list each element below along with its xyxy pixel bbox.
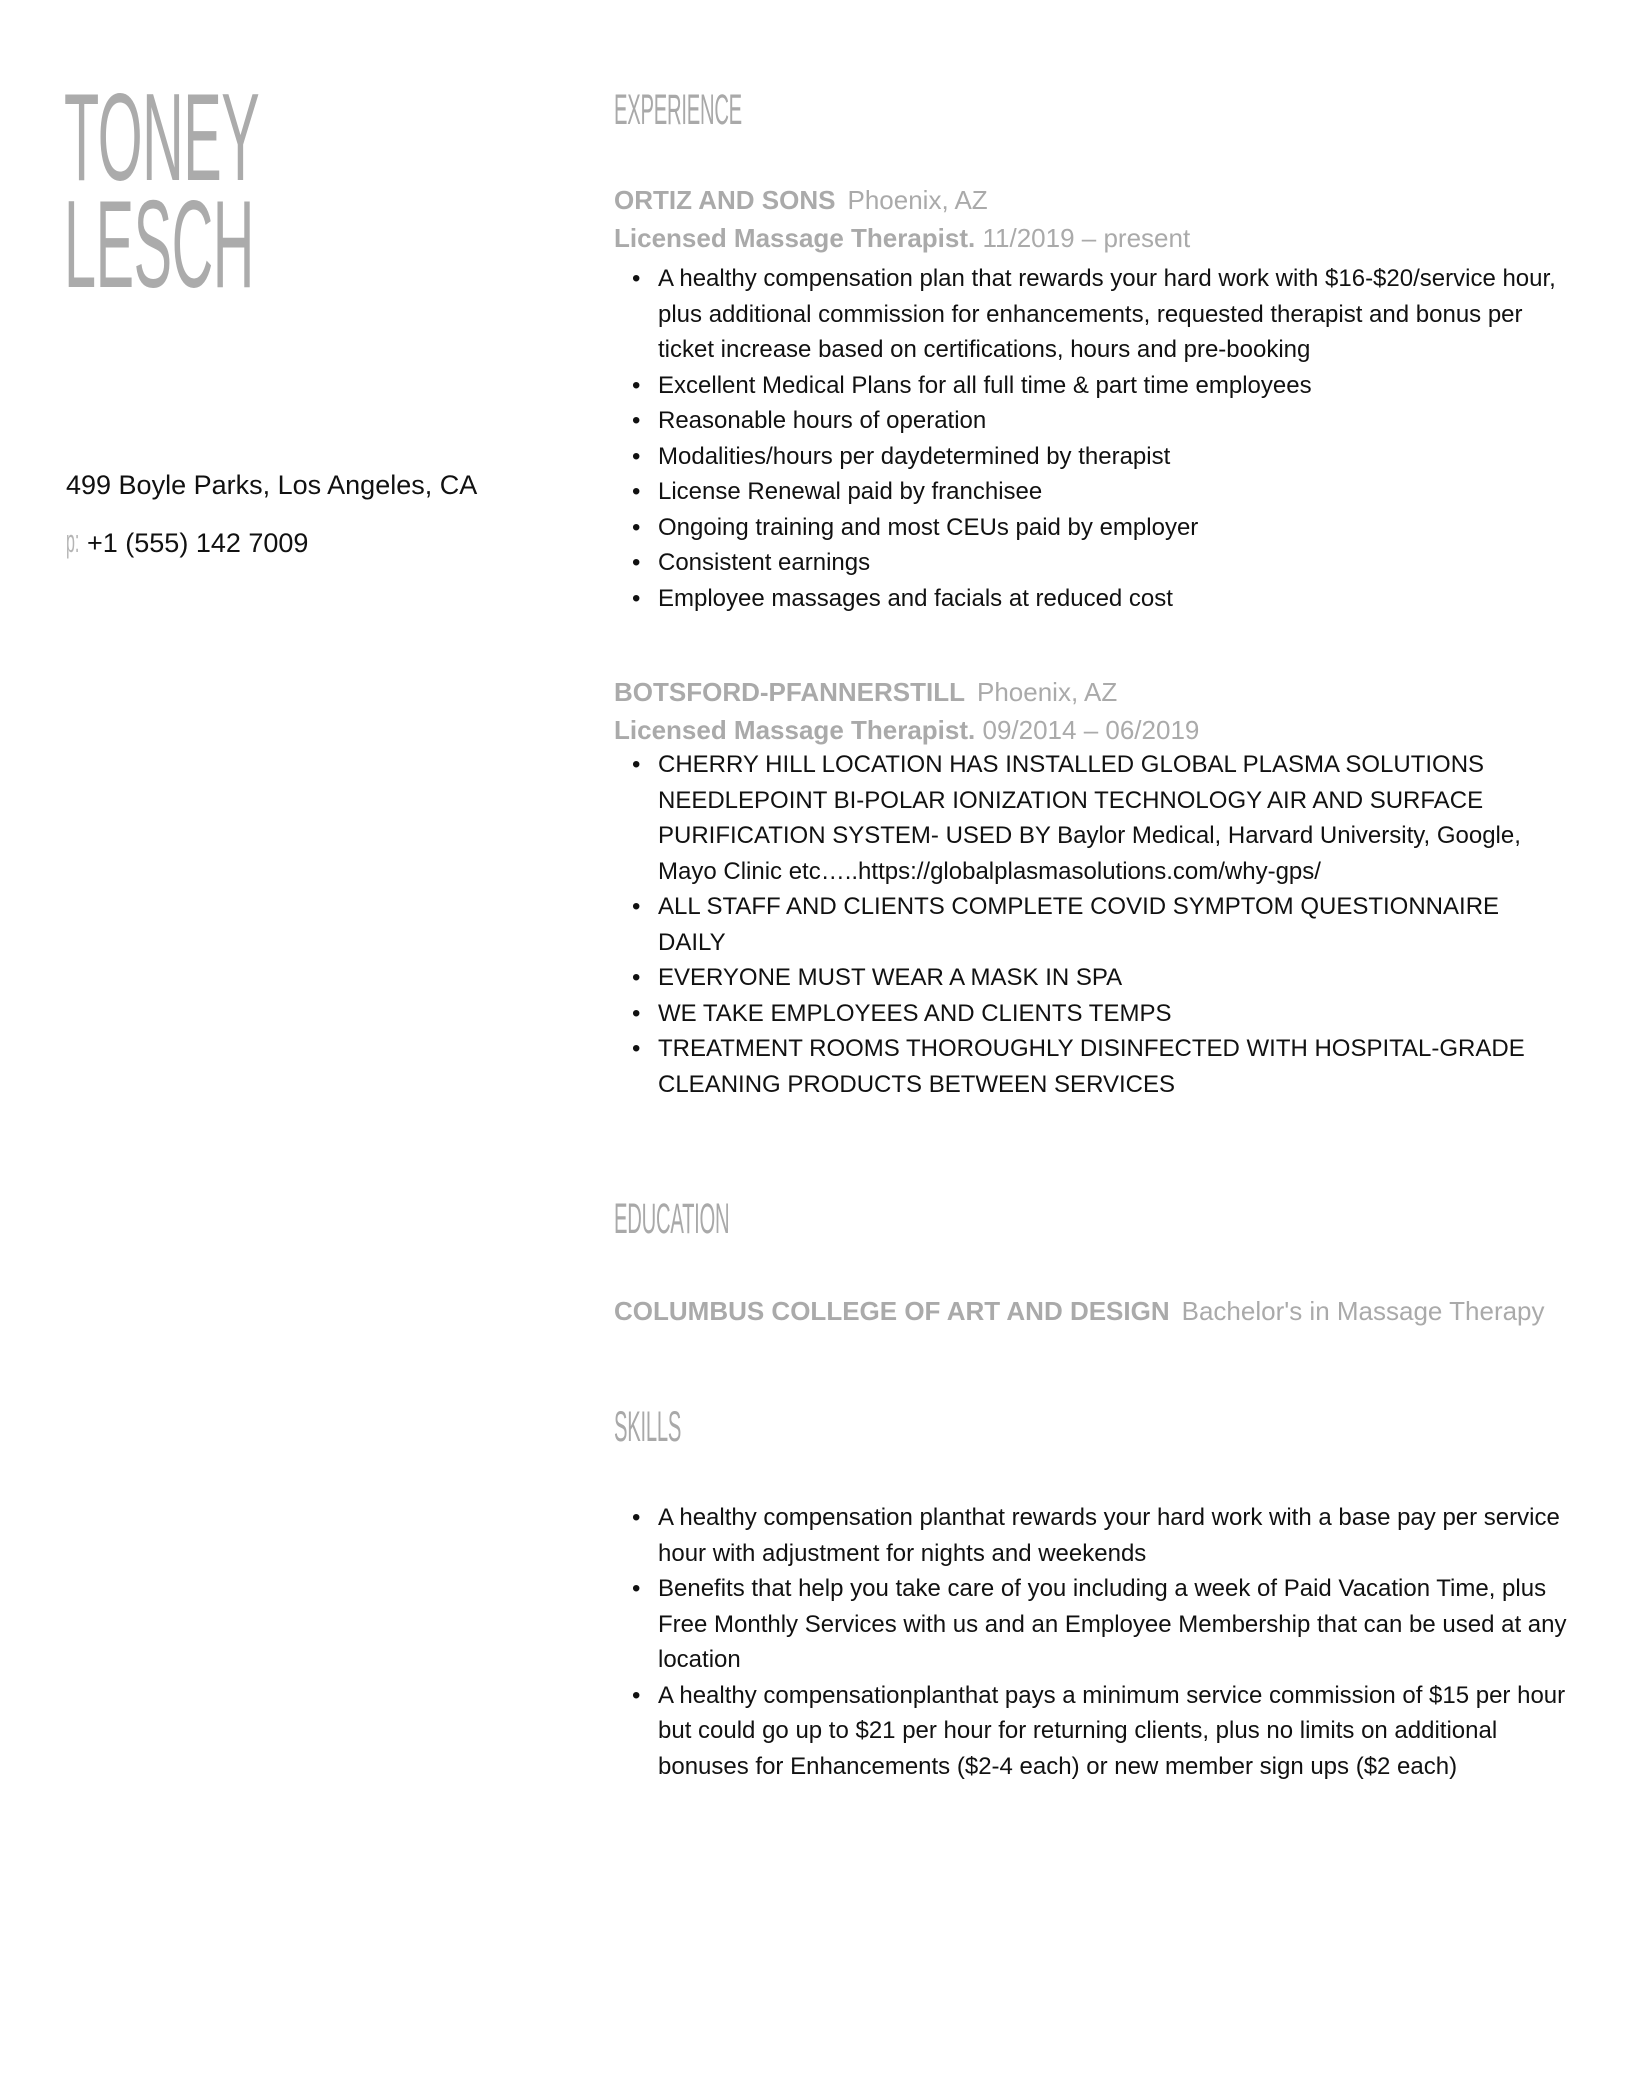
job-entry: [614, 673, 1569, 1102]
bullet-item: [632, 1500, 1573, 1571]
job-entry: [614, 181, 1569, 616]
job-bullets: [614, 747, 1573, 1102]
bullet-text: Excellent Medical Plans for all full time & part time employees: [658, 371, 1312, 399]
bullet-dot-icon: •: [632, 265, 641, 292]
bullet-dot-icon: •: [632, 999, 641, 1027]
bullet-text: ALL STAFF AND CLIENTS COMPLETE COVID SYMPTOM QUESTIONNAIRE DAILY: [658, 893, 1500, 956]
job-bullets: [614, 261, 1573, 616]
address: 499 Boyle Parks, Los Angeles, CA: [66, 470, 478, 500]
company-name: ORTIZ AND SONS: [614, 185, 836, 215]
bullet-item: [632, 889, 1573, 960]
bullet-text: WE TAKE EMPLOYEES AND CLIENTS TEMPS: [658, 999, 1172, 1027]
bullet-dot-icon: •: [632, 893, 641, 920]
bullet-item: [632, 747, 1573, 889]
bullet-dot-icon: •: [632, 371, 641, 399]
company-name: BOTSFORD-PFANNERSTILL: [614, 677, 965, 707]
school-name: COLUMBUS COLLEGE OF ART AND DESIGN: [614, 1296, 1170, 1326]
education-entry: [614, 1292, 1569, 1330]
bullet-text: A healthy compensation plan that rewards your hard work with $16-$20/service hour, plus additional commission for enhancements, requested therapist and bonus per ticket increase based on certifications, hours and pre-booking: [658, 265, 1556, 363]
job-org-line: [614, 181, 1569, 219]
bullet-item: [632, 510, 1573, 546]
name-first: TONEY: [64, 69, 260, 207]
bullet-dot-icon: •: [632, 1504, 641, 1531]
bullet-dot-icon: •: [632, 1681, 641, 1709]
main-column: [614, 0, 1569, 1784]
bullet-text: CHERRY HILL LOCATION HAS INSTALLED GLOBAL PLASMA SOLUTIONS NEEDLEPOINT BI-POLAR IONIZATION TECHNOLOGY AIR AND SURFACE PURIFICATION SYSTEM- USED BY Baylor Medical, Harvard University, Google, Mayo Clinic etc…..https://globalplasmasolutions.com/why-gps/: [658, 751, 1521, 885]
bullet-dot-icon: •: [632, 442, 641, 470]
education-heading: EDUCATION: [614, 1195, 730, 1243]
bullet-dot-icon: •: [632, 1035, 641, 1062]
experience-heading: EXPERIENCE: [614, 86, 742, 134]
bullet-item: [632, 474, 1573, 510]
phone-row: [66, 524, 308, 560]
skills-heading: SKILLS: [614, 1403, 682, 1451]
job-org-line: [614, 673, 1569, 711]
bullet-item: [632, 960, 1573, 996]
job-title: Licensed Massage Therapist.: [614, 715, 976, 745]
job-role-line: [614, 219, 1569, 257]
bullet-text: License Renewal paid by franchisee: [658, 478, 1043, 505]
bullet-dot-icon: •: [632, 513, 641, 541]
job-title: Licensed Massage Therapist.: [614, 223, 976, 253]
bullet-item: [632, 439, 1573, 475]
bullet-dot-icon: •: [632, 964, 641, 991]
bullet-text: Ongoing training and most CEUs paid by employer: [658, 513, 1199, 541]
degree: Bachelor's in Massage Therapy: [1181, 1296, 1545, 1326]
bullet-item: [632, 1678, 1573, 1785]
job-dates: 11/2019 – present: [982, 223, 1191, 253]
bullet-dot-icon: •: [632, 584, 641, 612]
bullet-item: [632, 1031, 1573, 1102]
bullet-dot-icon: •: [632, 751, 641, 778]
bullet-item: [632, 996, 1573, 1032]
bullet-item: [632, 1571, 1573, 1678]
bullet-text: EVERYONE MUST WEAR A MASK IN SPA: [658, 964, 1123, 991]
bullet-text: Employee massages and facials at reduced cost: [658, 584, 1173, 612]
bullet-text: Modalities/hours per daydetermined by therapist: [658, 442, 1171, 470]
bullet-text: Consistent earnings: [658, 549, 871, 576]
bullet-text: Benefits that help you take care of you including a week of Paid Vacation Time, plus Free Monthly Services with us and an Employee Membership that can be used at any location: [658, 1575, 1567, 1673]
job-dates: 09/2014 – 06/2019: [982, 715, 1200, 745]
bullet-dot-icon: •: [632, 1575, 641, 1602]
bullet-text: Reasonable hours of operation: [658, 407, 987, 434]
job-location: Phoenix, AZ: [847, 185, 988, 215]
phone-number: +1 (555) 142 7009: [87, 528, 309, 558]
bullet-dot-icon: •: [632, 549, 641, 576]
bullet-dot-icon: •: [632, 478, 641, 505]
bullet-dot-icon: •: [632, 407, 641, 434]
job-role-line: [614, 711, 1569, 749]
bullet-text: A healthy compensationplanthat pays a minimum service commission of $15 per hour but could go up to $21 per hour for returning clients, plus no limits on additional bonuses for Enhancements ($2-4 each) or new member sign ups ($2 each): [658, 1681, 1566, 1780]
bullet-item: [632, 368, 1573, 404]
job-location: Phoenix, AZ: [977, 677, 1118, 707]
bullet-item: [632, 403, 1573, 439]
bullet-item: [632, 581, 1573, 617]
phone-label: p:: [66, 523, 80, 559]
bullet-item: [632, 545, 1573, 581]
bullet-text: A healthy compensation planthat rewards your hard work with a base pay per service hour with adjustment for nights and weekends: [658, 1504, 1560, 1567]
skills-list: [614, 1500, 1573, 1784]
bullet-text: TREATMENT ROOMS THOROUGHLY DISINFECTED WITH HOSPITAL-GRADE CLEANING PRODUCTS BETWEEN SERVICES: [658, 1035, 1525, 1098]
bullet-item: [632, 261, 1573, 368]
name-last: LESCH: [64, 176, 254, 314]
